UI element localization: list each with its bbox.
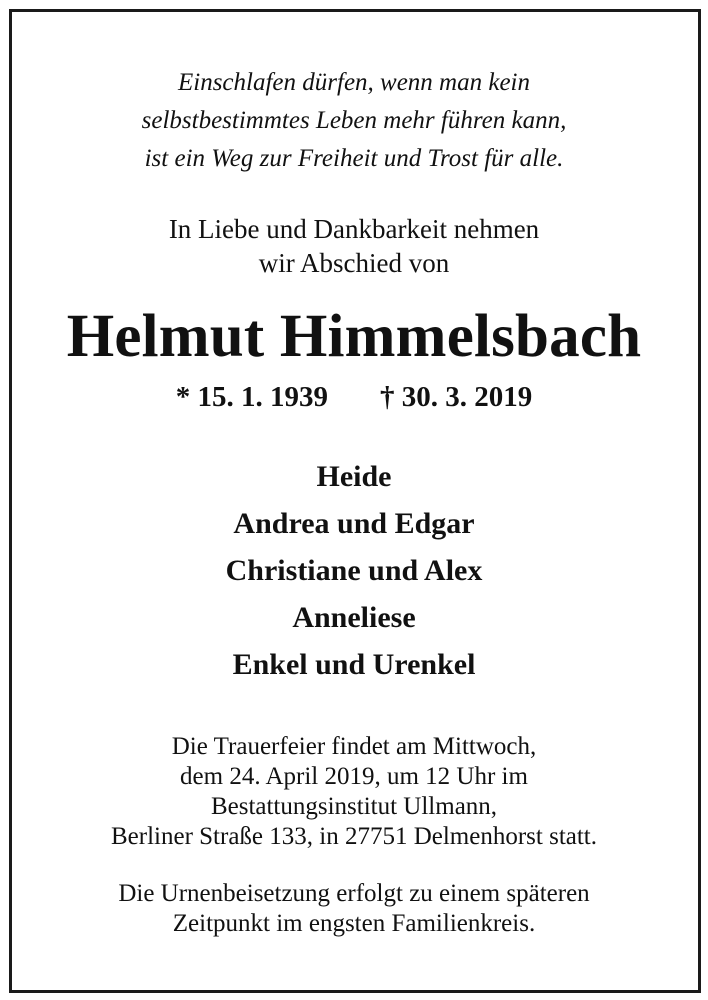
birth-date: * 15. 1. 1939 xyxy=(175,381,328,413)
ceremony-line: dem 24. April 2019, um 12 Uhr im xyxy=(180,763,528,790)
mourner-entry: Enkel und Urenkel xyxy=(232,648,476,681)
memorial-quote xyxy=(0,64,708,178)
mourners-list xyxy=(0,453,708,688)
burial-info xyxy=(0,879,708,939)
quote-line: Einschlafen dürfen, wenn man kein xyxy=(177,69,530,96)
ceremony-line: Bestattungsinstitut Ullmann, xyxy=(210,793,498,820)
mourner-entry: Christiane und Alex xyxy=(225,554,483,587)
mourner-entry: Andrea und Edgar xyxy=(233,507,475,540)
burial-line: Die Urnenbeisetzung erfolgt zu einem späteren xyxy=(118,880,590,907)
deceased-name: Helmut Himmelsbach xyxy=(66,303,642,370)
intro-line: In Liebe und Dankbarkeit nehmen xyxy=(168,214,540,244)
burial-line: Zeitpunkt im engsten Familienkreis. xyxy=(172,910,536,937)
farewell-intro xyxy=(0,212,708,280)
ceremony-line: Berliner Straße 133, in 27751 Delmenhorst statt. xyxy=(110,823,598,850)
quote-line: selbstbestimmtes Leben mehr führen kann, xyxy=(141,107,567,134)
life-dates xyxy=(0,377,708,417)
ceremony-info xyxy=(0,732,708,852)
death-date: † 30. 3. 2019 xyxy=(380,381,533,413)
intro-line: wir Abschied von xyxy=(258,248,450,278)
quote-line: ist ein Weg zur Freiheit und Trost für alle. xyxy=(144,145,564,172)
mourner-entry: Heide xyxy=(316,460,392,493)
ceremony-line: Die Trauerfeier findet am Mittwoch, xyxy=(171,733,537,760)
mourner-entry: Anneliese xyxy=(292,601,416,634)
